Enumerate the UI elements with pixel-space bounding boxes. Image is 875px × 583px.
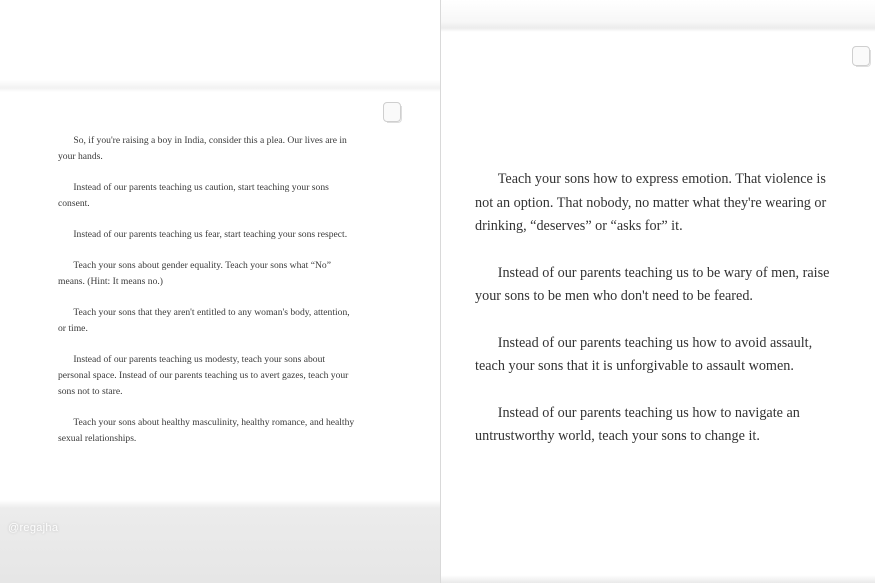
left-page-text (58, 133, 358, 462)
left-paragraph: Instead of our parents teaching us caution, start teaching your sons consent. (58, 182, 329, 209)
left-paragraph: Teach your sons about gender equality. Teach your sons what “No” means. (Hint: It means no.) (58, 260, 331, 287)
right-paragraph: Instead of our parents teaching us to be wary of men, raise your sons to be men who don't need to be feared. (475, 264, 830, 304)
right-paragraph: Instead of our parents teaching us how to navigate an untrustworthy world, teach your sons to change it. (475, 404, 800, 444)
right-page-text (475, 168, 845, 472)
copy-icon[interactable] (852, 46, 870, 66)
left-paragraph: Teach your sons that they aren't entitled to any woman's body, attention, or time. (58, 307, 350, 334)
right-paragraph: Teach your sons how to express emotion. That violence is not an option. That nobody, no matter what they're wearing or drinking, “deserves” or “asks for” it. (475, 171, 827, 234)
left-paragraph: Instead of our parents teaching us modesty, teach your sons about personal space. Instead of our parents teaching us to avert gazes, teach your sons not to stare. (58, 354, 349, 397)
copy-icon[interactable] (383, 102, 401, 122)
left-paragraph: Instead of our parents teaching us fear, start teaching your sons respect. (73, 229, 348, 240)
right-paragraph: Instead of our parents teaching us how to avoid assault, teach your sons that it is unforgivable to assault women. (475, 334, 813, 374)
username-watermark: @regajha (8, 522, 59, 534)
left-paragraph: So, if you're raising a boy in India, consider this a plea. Our lives are in your hands. (58, 135, 347, 162)
left-paragraph: Teach your sons about healthy masculinity, healthy romance, and healthy sexual relationships. (58, 417, 355, 444)
